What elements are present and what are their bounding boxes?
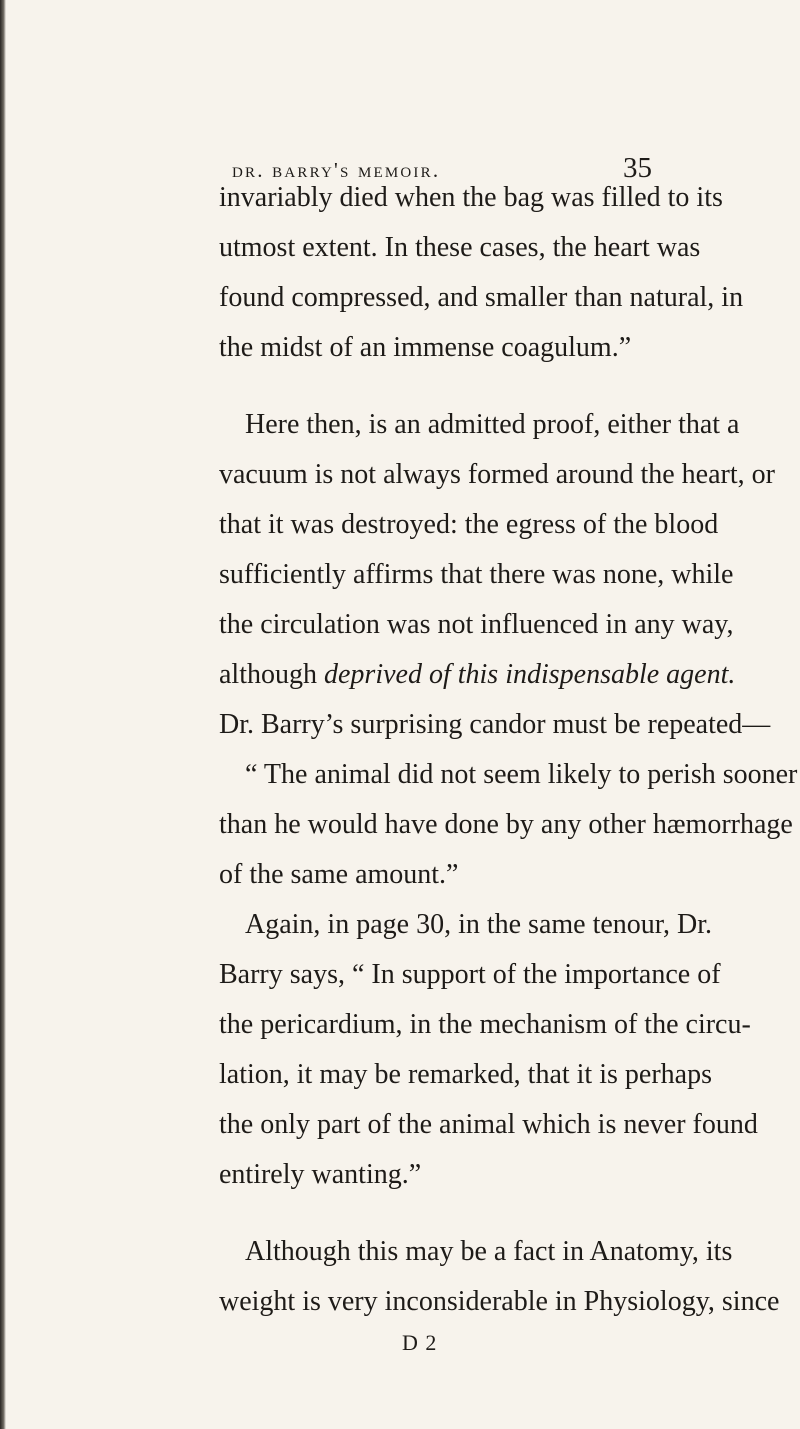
text-line: Again, in page 30, in the same tenour, Dr. xyxy=(245,909,712,940)
text-line: vacuum is not always formed around the heart, or xyxy=(219,459,775,490)
page-number: 35 xyxy=(623,152,652,184)
text-line: “ The animal did not seem likely to perish sooner xyxy=(245,759,798,790)
line-lead-text: although xyxy=(219,659,324,690)
signature-mark: D 2 xyxy=(402,1330,438,1355)
italic-phrase: deprived of this indispensable agent. xyxy=(324,659,736,690)
text-line-with-italic xyxy=(219,657,736,693)
text-line: the midst of an immense coagulum.” xyxy=(219,332,632,363)
text-line: weight is very inconsiderable in Physiology, since xyxy=(219,1286,780,1317)
text-line: Barry says, “ In support of the importance of xyxy=(219,959,721,990)
text-line: the circulation was not influenced in any way, xyxy=(219,609,734,640)
text-line: that it was destroyed: the egress of the blood xyxy=(219,509,719,540)
text-line: lation, it may be remarked, that it is perhaps xyxy=(219,1059,712,1090)
text-line: Although this may be a fact in Anatomy, its xyxy=(245,1236,733,1267)
text-line: the pericardium, in the mechanism of the circu- xyxy=(219,1009,751,1040)
text-line: sufficiently affirms that there was none, while xyxy=(219,559,734,590)
running-title: dr. barry's memoir. xyxy=(232,158,441,182)
text-line: the only part of the animal which is never found xyxy=(219,1109,758,1140)
text-line: entirely wanting.” xyxy=(219,1159,422,1190)
text-line: of the same amount.” xyxy=(219,859,459,890)
text-line: than he would have done by any other hæmorrhage xyxy=(219,809,793,840)
text-line: found compressed, and smaller than natural, in xyxy=(219,282,744,313)
text-line: Dr. Barry’s surprising candor must be repeated— xyxy=(219,709,771,740)
text-line: invariably died when the bag was filled to its xyxy=(219,182,723,213)
text-line: Here then, is an admitted proof, either that a xyxy=(245,409,740,440)
text-line: utmost extent. In these cases, the heart was xyxy=(219,232,701,263)
